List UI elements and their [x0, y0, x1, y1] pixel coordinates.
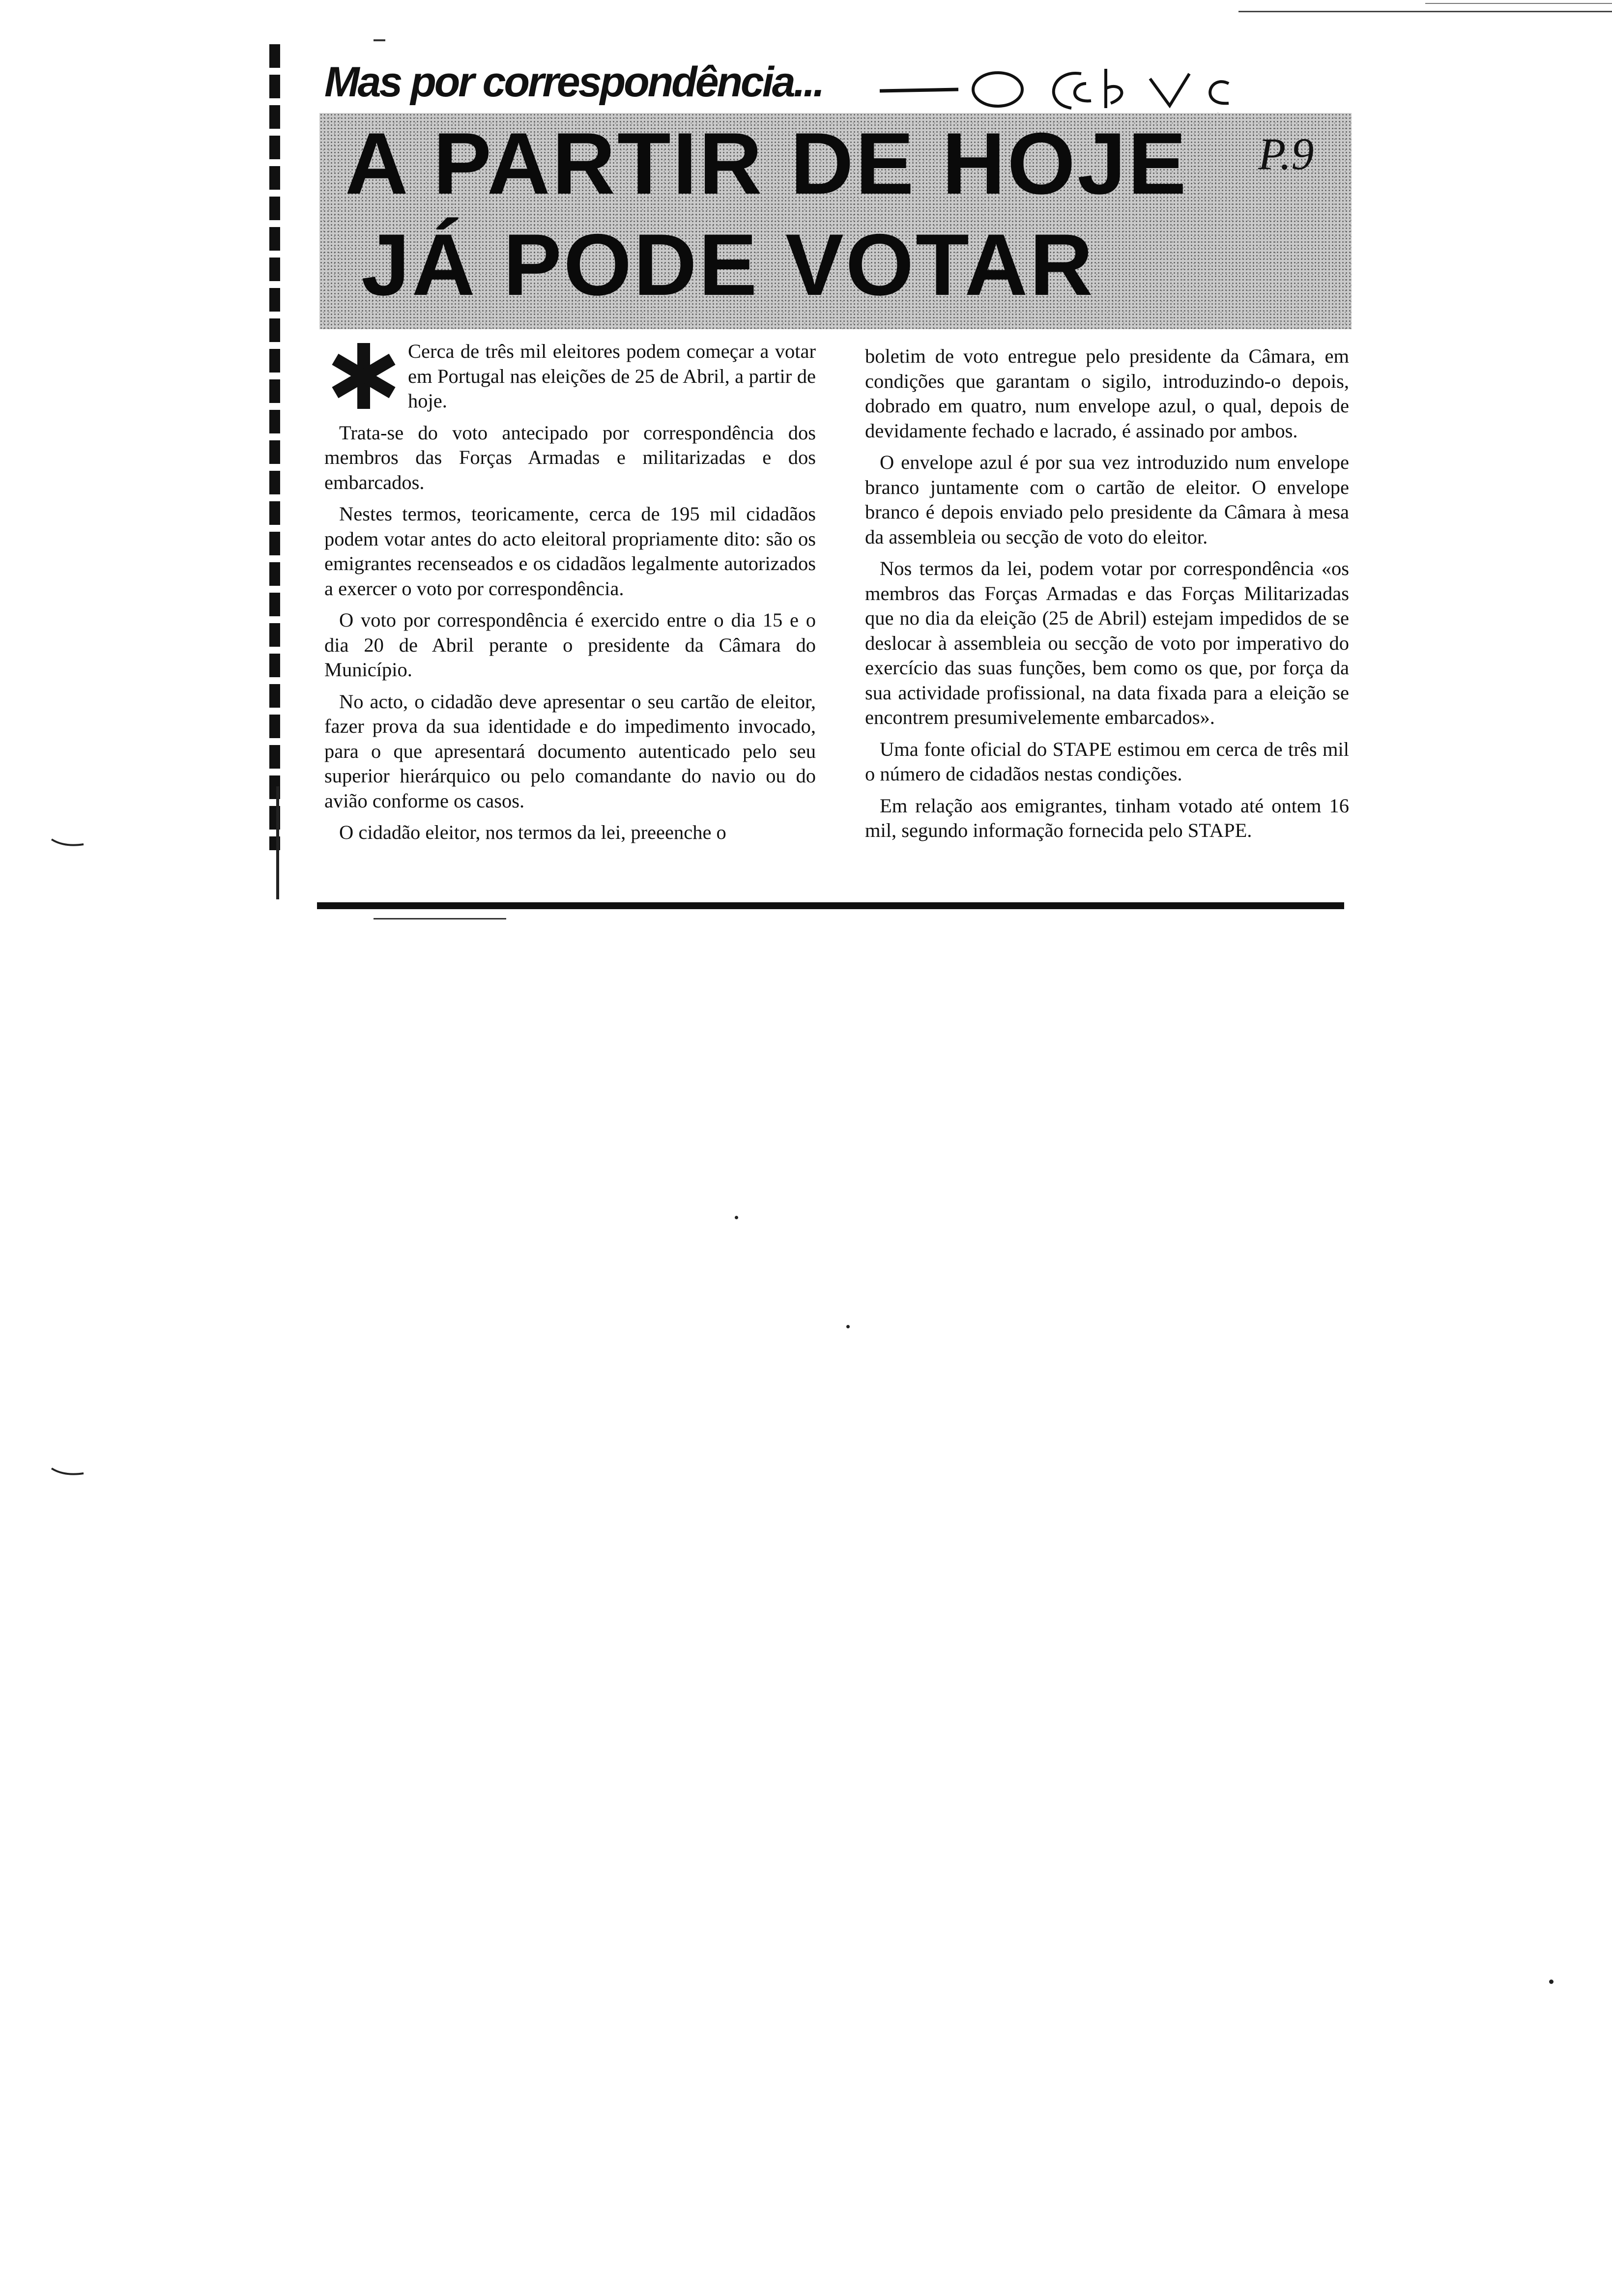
article-bottom-rule-thin	[374, 918, 506, 919]
headline-banner	[319, 113, 1352, 329]
kicker-tick-mark	[374, 39, 385, 41]
page-edge-line	[276, 786, 279, 899]
paragraph: Nestes termos, teoricamente, cerca de 195 mil cidadãos podem votar antes do acto eleitoral propriamente dito: são os emigrantes recenseados e os cidadãos legalmente autorizados a exercer o voto por correspondência.	[324, 503, 816, 600]
paragraph: No acto, o cidadão deve apresentar o seu cartão de eleitor, fazer prova da sua identidade e do impedimento invocado, para o que apresentará documento autenticado pelo seu superior hierárquico ou pelo comandante do navio ou do avião conforme os casos.	[324, 690, 816, 812]
scan-speck	[1549, 1980, 1554, 1984]
page-edge-bar	[269, 44, 280, 850]
page-reference: P.9	[1258, 129, 1314, 179]
article-kicker: Mas por correspondência...	[324, 58, 823, 106]
article-column-left	[324, 339, 816, 852]
paragraph: O cidadão eleitor, nos termos da lei, preeenche o	[339, 821, 726, 843]
scan-mark	[49, 1464, 88, 1479]
scan-speck	[846, 1325, 850, 1328]
paragraph: O envelope azul é por sua vez introduzido num envelope branco juntamente com o cartão de eleitor. O envelope branco é depois enviado pelo presidente da Câmara à mesa da assembleia ou secção de voto do eleitor.	[865, 451, 1349, 548]
scan-speck	[735, 1216, 738, 1219]
headline-line-1: A PARTIR DE HOJE	[345, 115, 1188, 212]
paragraph: Em relação aos emigrantes, tinham votado até ontem 16 mil, segundo informação fornecida pelo STAPE.	[865, 794, 1349, 841]
paragraph: Uma fonte oficial do STAPE estimou em cerca de três mil o número de cidadãos nestas condições.	[865, 738, 1349, 785]
top-scan-line-2	[1425, 3, 1612, 4]
top-scan-line	[1238, 11, 1612, 12]
paragraph: boletim de voto entregue pelo presidente da Câmara, em condições que garantam o sigilo, introduzindo-o depois, dobrado em quatro, num envelope azul, o qual, depois de devidamente fechado e lacrado, é assinado por ambos.	[865, 345, 1349, 442]
article-bottom-rule	[317, 902, 1344, 909]
paragraph: Trata-se do voto antecipado por correspondência dos membros das Forças Armadas e militarizadas e dos embarcados.	[324, 421, 816, 493]
paragraph: Cerca de três mil eleitores podem começar a votar em Portugal nas eleições de 25 de Abril, a partir de hoje.	[408, 340, 816, 412]
paragraph: Nos termos da lei, podem votar por correspondência «os membros das Forças Armadas e das Forças Militarizadas que no dia da eleição (25 de Abril) estejam impedidos de se deslocar à assembleia ou secção de voto por imperativo do exercício das suas funções, bem como os que, por força da sua actividade profissional, na data fixada para a eleição se encontrem presumivelemente embarcados».	[865, 557, 1349, 728]
article-column-right	[865, 344, 1349, 850]
paragraph: O voto por correspondência é exercido entre o dia 15 e o dia 20 de Abril perante o presidente da Câmara do Município.	[324, 609, 816, 681]
headline-line-2: JÁ PODE VOTAR	[361, 216, 1095, 314]
scan-mark	[49, 835, 88, 850]
